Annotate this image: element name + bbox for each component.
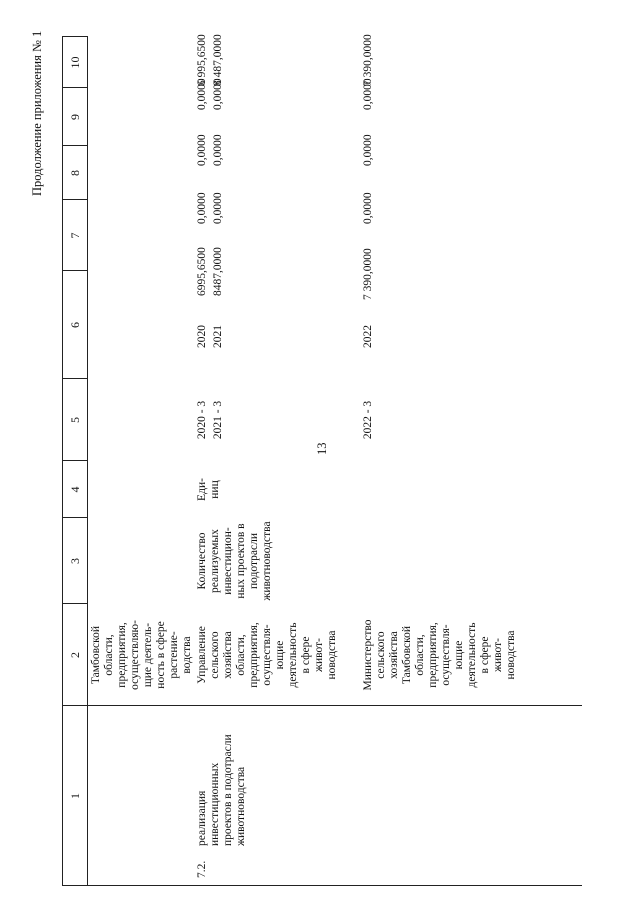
row-7-2-col3: Количество реализуемых инвестицион- ных проектов в подотрасли животноводства xyxy=(196,521,273,601)
col-header-7: 7 xyxy=(68,232,82,239)
col-header-1: 1 xyxy=(68,793,82,799)
row-2020-col9: 0,0000 xyxy=(196,78,208,110)
rotated-table-region xyxy=(30,30,582,886)
row-7-2-number: 7.2. xyxy=(196,860,208,878)
row-7-2-col2: Управление сельского хозяйства области, предприятия, осуществля- ющие деятельность в сфере живот- новодства xyxy=(196,622,338,688)
row-2021-col5: 2021 - 3 xyxy=(212,400,224,440)
ministry-col7: 0,0000 xyxy=(362,192,374,224)
row-2020-col5: 2020 - 3 xyxy=(196,400,208,440)
col-header-3: 3 xyxy=(68,558,82,564)
row-7-2-col4: Еди- ниц xyxy=(196,478,221,501)
col-header-6: 6 xyxy=(68,322,82,328)
col-header-9: 9 xyxy=(68,114,82,120)
row-2021-col6-value: 8487,0000 xyxy=(212,247,224,296)
appendix-note: Продолжение приложения № 1 xyxy=(30,30,44,196)
ministry-col6-year: 2022 xyxy=(362,325,374,348)
continuation-col2: Тамбовской области, предприятия, осуществляю- щие деятель- ность в сфере растение- водства xyxy=(90,620,193,690)
ministry-col9: 0,0000 xyxy=(362,78,374,110)
ministry-col2: Министерство сельского хозяйства Тамбовской области, предприятия, осуществля- ющие деятельность в сфере живот- новодства xyxy=(362,619,517,691)
ministry-col6-value: 7 390,0000 xyxy=(362,248,374,300)
row-2020-col8: 0,0000 xyxy=(196,134,208,166)
page-number: 13 xyxy=(315,442,329,455)
row-2021-col8: 0,0000 xyxy=(212,134,224,166)
row-2020-col6-year: 2020 xyxy=(196,325,208,348)
ministry-col10: 7 390,0000 xyxy=(362,34,374,86)
row-2021-col10: 8 487,0000 xyxy=(212,34,224,86)
ministry-col8: 0,0000 xyxy=(362,134,374,166)
row-2020-col10: 6 995,6500 xyxy=(196,34,208,86)
col-header-2: 2 xyxy=(68,652,82,658)
row-7-2-title: реализация инвестиционных проектов в подотрасли животноводства xyxy=(196,734,247,846)
ministry-col5: 2022 - 3 xyxy=(362,400,374,440)
col-header-5: 5 xyxy=(68,417,82,423)
row-2021-col6-year: 2021 xyxy=(212,325,224,348)
row-2021-col7: 0,0000 xyxy=(212,192,224,224)
row-2020-col6-value: 6995,6500 xyxy=(196,247,208,296)
col-header-10: 10 xyxy=(68,56,82,69)
row-2021-col9: 0,0000 xyxy=(212,78,224,110)
col-header-4: 4 xyxy=(68,486,82,493)
col-header-8: 8 xyxy=(68,170,82,176)
row-2020-col7: 0,0000 xyxy=(196,192,208,224)
